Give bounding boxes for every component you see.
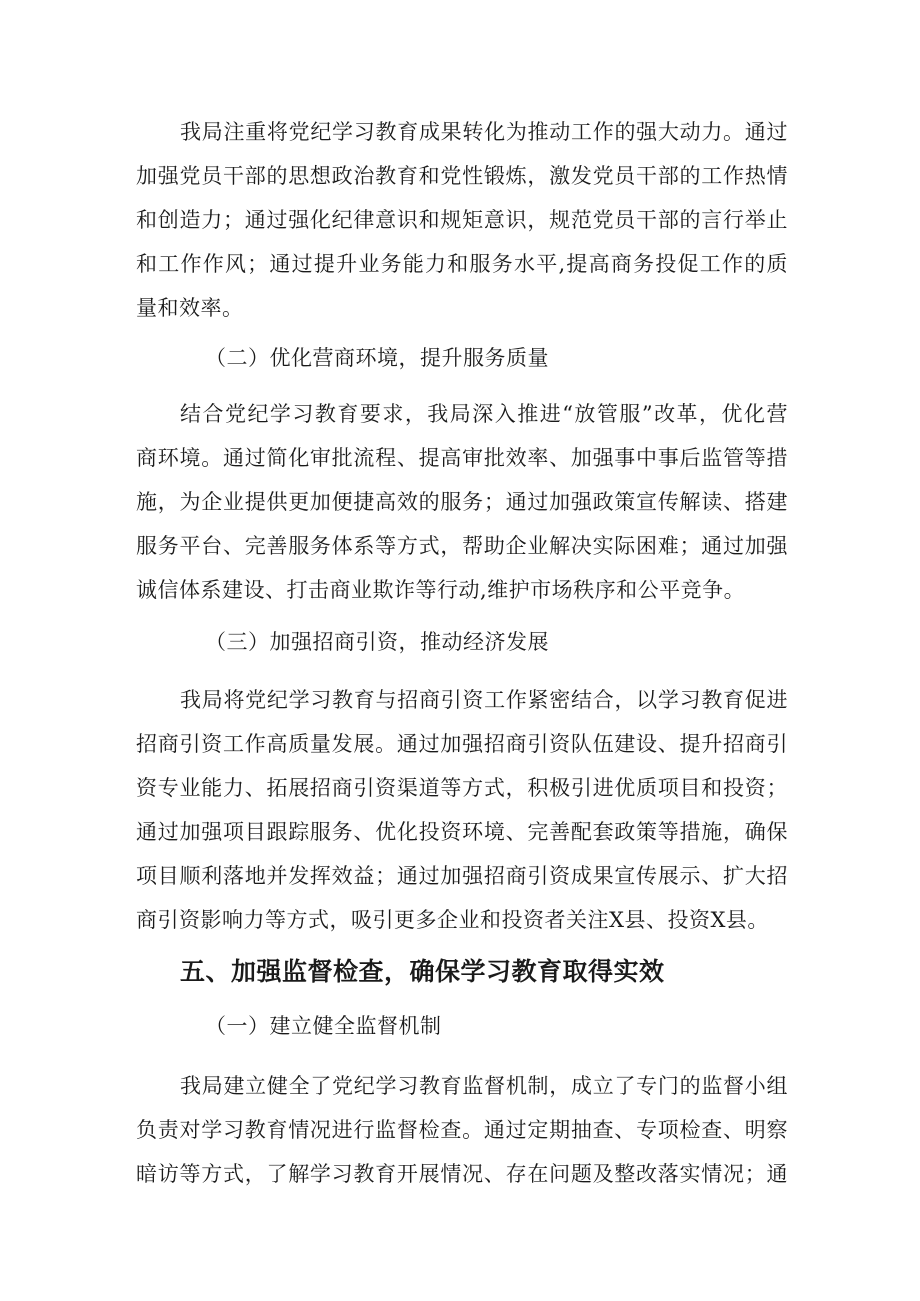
paragraph-2-line-3: 施，为企业提供更加便捷高效的服务；通过加强政策宣传解读、搭建 [136,490,788,514]
subheading-2: （二）优化营商环境，提升服务质量 [205,346,549,370]
paragraph-1-line-1: 我局注重将党纪学习教育成果转化为推动工作的强大动力。通过 [180,120,788,144]
subheading-3: （三）加强招商引资，推动经济发展 [205,630,549,654]
paragraph-3-line-5: 项目顺利落地并发挥效益；通过加强招商引资成果宣传展示、扩大招 [136,864,788,888]
subheading-5-1: （一）建立健全监督机制 [205,1014,442,1038]
paragraph-3-line-4: 通过加强项目跟踪服务、优化投资环境、完善配套政策等措施，确保 [136,820,788,844]
paragraph-4-line-3: 暗访等方式，了解学习教育开展情况、存在问题及整改落实情况；通 [136,1162,788,1186]
paragraph-2-line-5: 诚信体系建设、打击商业欺诈等行动,维护市场秩序和公平竞争。 [136,578,746,602]
paragraph-1-line-2: 加强党员干部的思想政治教育和党性锻炼，激发党员干部的工作热情 [136,164,788,188]
paragraph-4-line-2: 负责对学习教育情况进行监督检查。通过定期抽查、专项检查、明察 [136,1118,788,1142]
paragraph-1-line-5: 量和效率。 [136,296,244,320]
paragraph-1-line-4: 和工作作风；通过提升业务能力和服务水平,提高商务投促工作的质 [136,252,788,276]
paragraph-4-line-1: 我局建立健全了党纪学习教育监督机制，成立了专门的监督小组 [180,1074,788,1098]
paragraph-3-line-6: 商引资影响力等方式，吸引更多企业和投资者关注X县、投资X县。 [136,908,769,932]
paragraph-2-line-1: 结合党纪学习教育要求，我局深入推进“放管服”改革，优化营 [180,402,788,426]
paragraph-3-line-3: 资专业能力、拓展招商引资渠道等方式，积极引进优质项目和投资； [136,776,788,800]
section-5-heading: 五、加强监督检查，确保学习教育取得实效 [180,957,665,986]
paragraph-3-line-2: 招商引资工作高质量发展。通过加强招商引资队伍建设、提升招商引 [136,732,788,756]
paragraph-2-line-2: 商环境。通过简化审批流程、提高审批效率、加强事中事后监管等措 [136,446,788,470]
paragraph-1-line-3: 和创造力；通过强化纪律意识和规矩意识，规范党员干部的言行举止 [136,208,788,232]
paragraph-2-line-4: 服务平台、完善服务体系等方式，帮助企业解决实际困难；通过加强 [136,534,788,558]
paragraph-3-line-1: 我局将党纪学习教育与招商引资工作紧密结合，以学习教育促进 [180,688,788,712]
